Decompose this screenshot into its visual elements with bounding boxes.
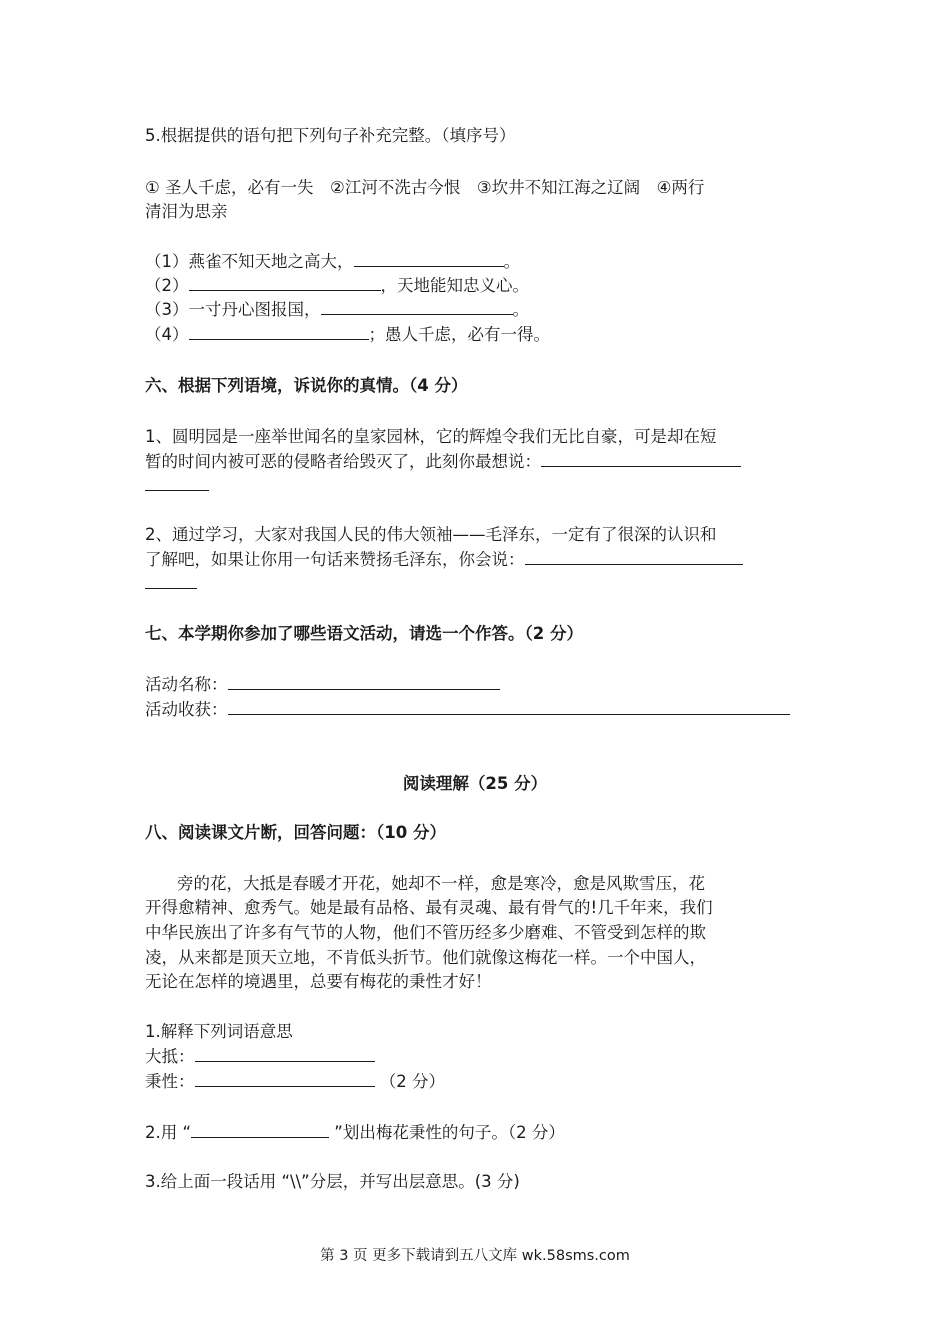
- s6-q1-line2: 暂的时间内被可恶的侵略者给毁灭了，此刻你最想说：: [145, 450, 741, 474]
- s6-q1-line1: 1、圆明园是一座举世闻名的皇家园林，它的辉煌令我们无比自豪，可是却在短: [145, 427, 717, 446]
- activity-gain-row: 活动收获：: [145, 698, 790, 722]
- q5-options-line1: ① 圣人千虑，必有一失 ②江河不洗古今恨 ③坎井不知江海之辽阔 ④两行: [145, 178, 705, 197]
- answer-blank[interactable]: [191, 1121, 329, 1138]
- activity-name-row: 活动名称：: [145, 673, 500, 697]
- r-q1-title: 1.解释下列词语意思: [145, 1022, 293, 1041]
- activity-name-blank[interactable]: [228, 673, 500, 690]
- s6-q2-line3: [145, 572, 197, 596]
- r-q3: 3.给上面一段话用 “\\”分层，并写出层意思。(3 分): [145, 1172, 520, 1191]
- section8-title: 八、阅读课文片断，回答问题：（10 分）: [145, 823, 446, 842]
- answer-blank[interactable]: [145, 572, 197, 589]
- answer-blank[interactable]: [525, 548, 743, 565]
- activity-gain-blank[interactable]: [228, 698, 790, 715]
- page-footer: 第 3 页 更多下载请到五八文库 wk.58sms.com: [320, 1248, 630, 1264]
- q5-title: 5.根据提供的语句把下列句子补充完整。（填序号）: [145, 126, 516, 145]
- answer-blank[interactable]: [321, 298, 513, 315]
- reading-heading: 阅读理解（25 分）: [402, 774, 548, 793]
- r-q1-word1: 大抵：: [145, 1045, 375, 1069]
- q5-item-1: （1）燕雀不知天地之高大， 。: [145, 252, 520, 271]
- s6-q2-line2: 了解吧，如果让你用一句话来赞扬毛泽东，你会说：: [145, 548, 743, 572]
- answer-blank[interactable]: [541, 450, 741, 467]
- q5-item-3: （3）一寸丹心图报国， 。: [145, 300, 529, 319]
- passage-line-1: 旁的花，大抵是春暖才开花，她却不一样，愈是寒冷，愈是风欺雪压，花: [177, 874, 705, 893]
- q5-options-line2: 清泪为思亲: [145, 202, 228, 221]
- answer-blank[interactable]: [145, 474, 209, 491]
- answer-blank[interactable]: [354, 250, 504, 267]
- answer-blank[interactable]: [189, 323, 369, 340]
- s6-q1-line3: [145, 474, 209, 498]
- answer-blank[interactable]: [189, 274, 381, 291]
- s6-q2-line1: 2、通过学习，大家对我国人民的伟大领袖——毛泽东，一定有了很深的认识和: [145, 525, 717, 544]
- passage-line-5: 无论在怎样的境遇里，总要有梅花的秉性才好！: [145, 972, 492, 991]
- answer-blank[interactable]: [195, 1070, 375, 1087]
- answer-blank[interactable]: [195, 1045, 375, 1062]
- passage-line-3: 中华民族出了许多有气节的人物，他们不管历经多少磨难、不管受到怎样的欺: [145, 923, 706, 942]
- q5-item-4: （4） ；愚人千虑，必有一得。: [145, 325, 550, 344]
- passage-line-2: 开得愈精神、愈秀气。她是最有品格、最有灵魂、最有骨气的!几千年来，我们: [145, 898, 713, 917]
- passage-line-4: 凌，从来都是顶天立地，不肯低头折节。他们就像这梅花一样。一个中国人，: [145, 948, 706, 967]
- q5-item-2: （2） ，天地能知忠义心。: [145, 276, 529, 295]
- r-q1-word2: 秉性： （2 分）: [145, 1072, 445, 1091]
- section6-title: 六、根据下列语境，诉说你的真情。（4 分）: [145, 376, 468, 395]
- section7-title: 七、本学期你参加了哪些语文活动，请选一个作答。（2 分）: [145, 624, 583, 643]
- r-q2: 2.用 “ ”划出梅花秉性的句子。（2 分）: [145, 1123, 565, 1142]
